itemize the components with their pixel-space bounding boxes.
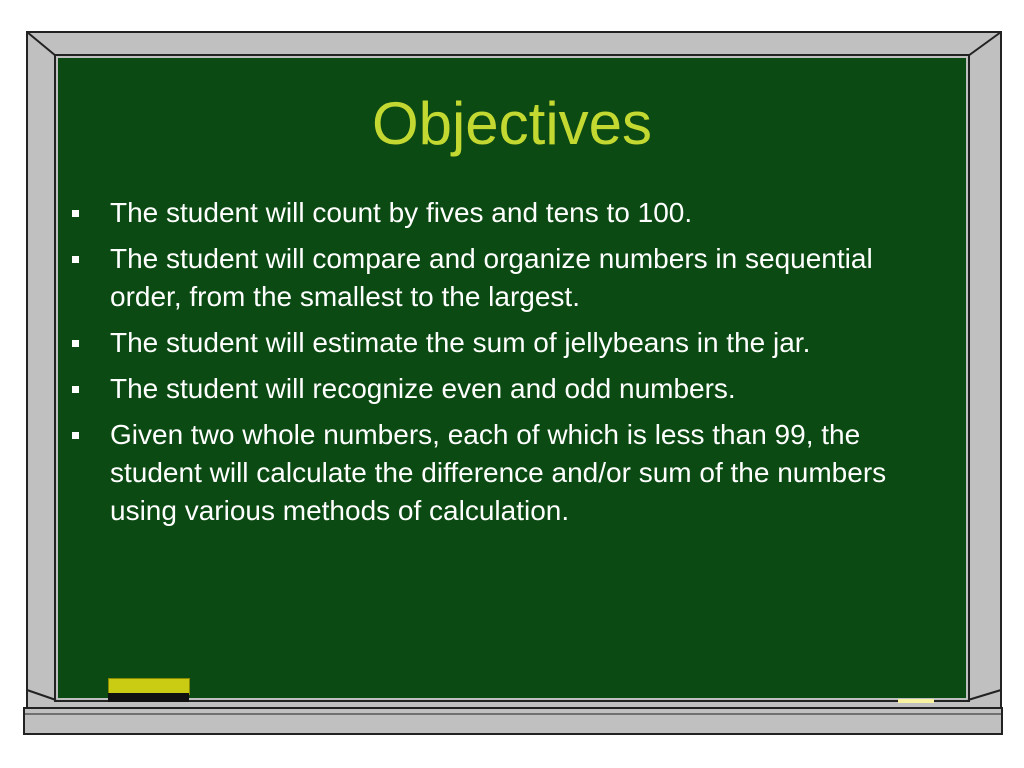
list-item-text: The student will recognize even and odd numbers. bbox=[110, 373, 736, 404]
square-bullet-icon bbox=[72, 432, 79, 439]
list-item-text: The student will count by fives and tens to 100. bbox=[110, 197, 693, 228]
list-item bbox=[72, 324, 952, 362]
list-item bbox=[72, 194, 952, 232]
list-item-text: Given two whole numbers, each of which is less than 99, the student will calculate the difference and/or sum of the numbers using various methods of calculation. bbox=[110, 419, 887, 526]
list-item bbox=[72, 240, 952, 316]
eraser-base bbox=[108, 693, 189, 702]
slide-title: Objectives bbox=[371, 90, 653, 157]
list-item-text: The student will compare and organize numbers in sequential order, from the smallest to the largest. bbox=[110, 243, 873, 312]
chalk-icon bbox=[898, 699, 934, 703]
objectives-list bbox=[72, 194, 952, 538]
square-bullet-icon bbox=[72, 340, 79, 347]
list-item bbox=[72, 416, 952, 530]
square-bullet-icon bbox=[72, 386, 79, 393]
list-item bbox=[72, 370, 952, 408]
square-bullet-icon bbox=[72, 256, 79, 263]
list-item-text: The student will estimate the sum of jellybeans in the jar. bbox=[110, 327, 811, 358]
square-bullet-icon bbox=[72, 210, 79, 217]
